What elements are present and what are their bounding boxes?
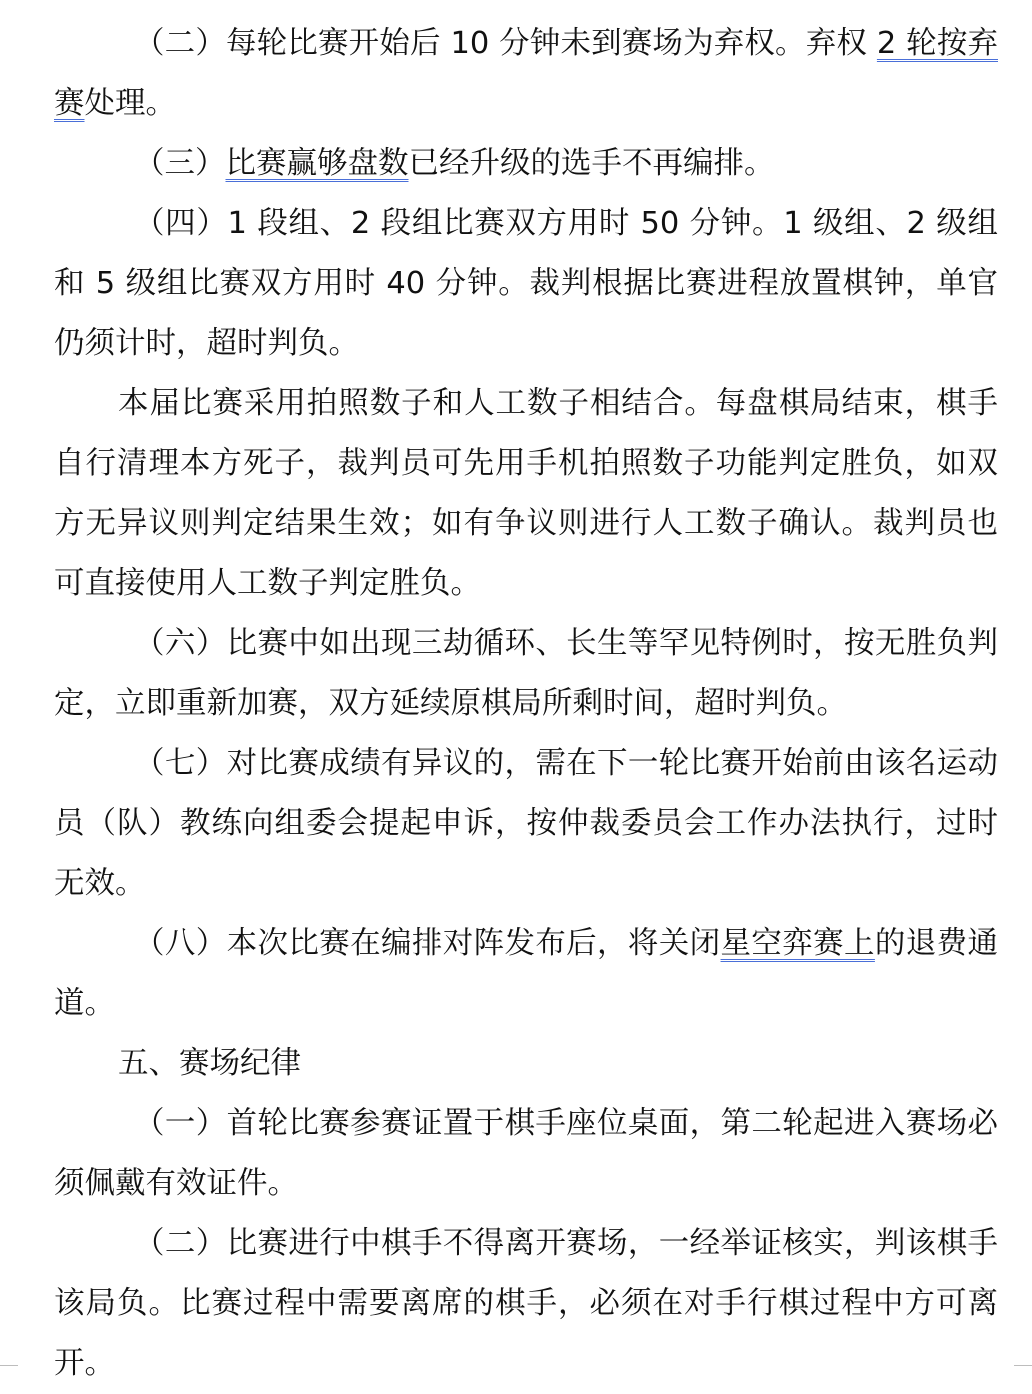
text-run: （六）比赛中如出现三劫循环、长生等罕见特例时，按无胜负判定，立即重新加赛，双方延续原棋局所剩时间，超时判负。 bbox=[54, 626, 998, 721]
text-run: （二）每轮比赛开始后 10 分钟未到赛场为弃权。弃权 bbox=[134, 26, 877, 61]
paragraph bbox=[54, 194, 998, 374]
text-run: 处理。 bbox=[84, 86, 176, 121]
underlined-text: 2 轮按弃赛 bbox=[54, 26, 998, 121]
text-run: （四）1 段组、2 段组比赛双方用时 50 分钟。1 级组、2 级组和 5 级组比赛双方用时 40 分钟。裁判根据比赛进程放置棋钟，单官仍须计时，超时判负。 bbox=[54, 206, 998, 361]
section-heading bbox=[54, 1034, 998, 1094]
text-run: （一）首轮比赛参赛证置于棋手座位桌面，第二轮起进入赛场必须佩戴有效证件。 bbox=[54, 1106, 998, 1201]
text-run: （八）本次比赛在编排对阵发布后，将关闭 bbox=[134, 926, 721, 961]
text-run: 的退费通道。 bbox=[54, 926, 999, 1021]
text-run: （三） bbox=[134, 146, 226, 181]
page-corner-mark-left bbox=[0, 1365, 18, 1384]
underlined-text: 星空弈赛上 bbox=[720, 926, 875, 961]
paragraph bbox=[54, 1094, 998, 1214]
paragraph bbox=[54, 134, 998, 194]
paragraph bbox=[54, 734, 998, 914]
page-corner-mark-right bbox=[1014, 1365, 1032, 1384]
paragraph bbox=[54, 374, 998, 614]
underlined-text: 比赛赢够盘数 bbox=[225, 146, 409, 181]
paragraph bbox=[54, 914, 998, 1034]
text-run: （七）对比赛成绩有异议的，需在下一轮比赛开始前由该名运动员（队）教练向组委会提起申诉，按仲裁委员会工作办法执行，过时无效。 bbox=[54, 746, 998, 901]
paragraph bbox=[54, 14, 998, 134]
paragraph bbox=[54, 1214, 998, 1394]
text-run: 已经升级的选手不再编排。 bbox=[408, 146, 775, 181]
text-run: 五、赛场纪律 bbox=[118, 1046, 301, 1081]
document-body bbox=[54, 14, 998, 1394]
text-run: 本届比赛采用拍照数子和人工数子相结合。每盘棋局结束，棋手自行清理本方死子，裁判员可先用手机拍照数子功能判定胜负，如双方无异议则判定结果生效；如有争议则进行人工数子确认。裁判员也可直接使用人工数子判定胜负。 bbox=[54, 386, 998, 601]
paragraph bbox=[54, 614, 998, 734]
text-run: （二）比赛进行中棋手不得离开赛场，一经举证核实，判该棋手该局负。比赛过程中需要离席的棋手，必须在对手行棋过程中方可离开。 bbox=[54, 1226, 998, 1381]
